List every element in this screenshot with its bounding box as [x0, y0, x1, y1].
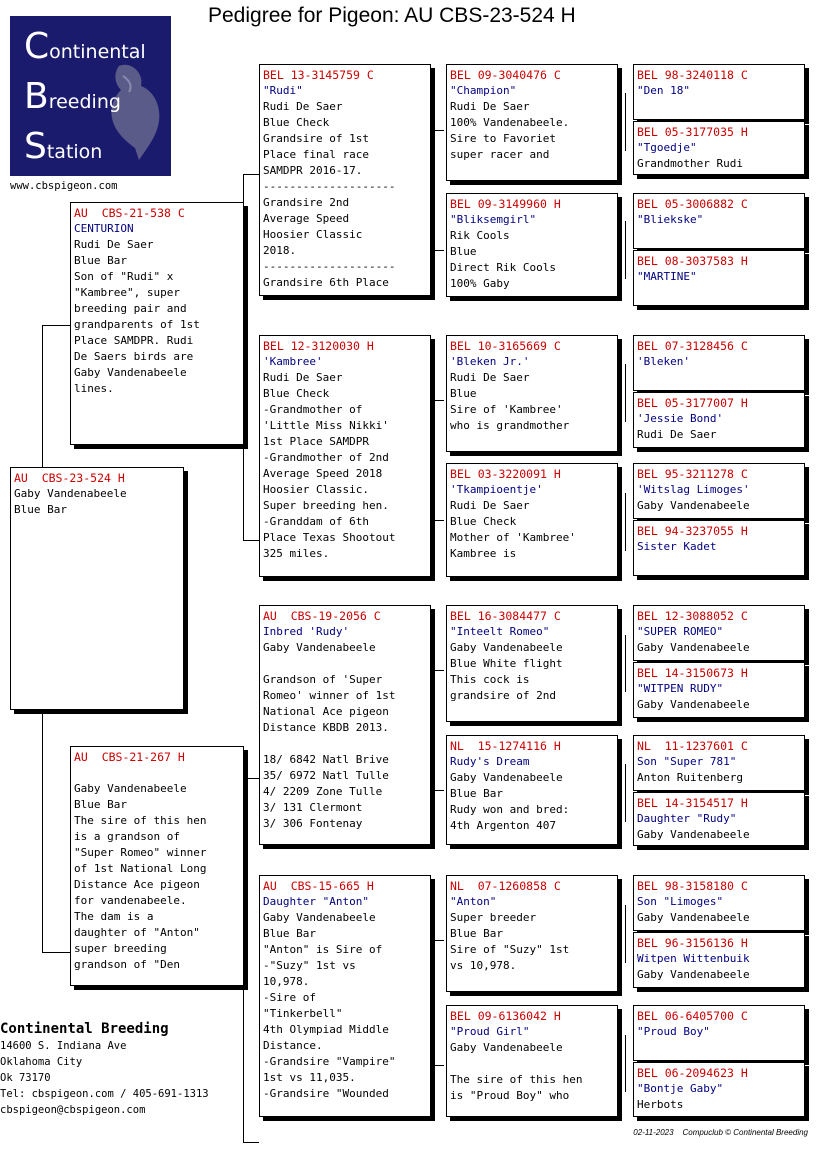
connector: [432, 670, 444, 671]
gg-grandparent-card[interactable]: BEL 96-3156136 H Witpen Wittenbuik Gaby Vandenabeele: [633, 932, 805, 988]
connector: [432, 940, 444, 941]
gg-grandparent-card[interactable]: BEL 05-3177007 H 'Jessie Bond' Rudi De Saer: [633, 392, 805, 448]
great-grandparent-card[interactable]: BEL 09-3149960 H "Bliksemgirl" Rik Cools Blue Direct Rik Cools 100% Gaby: [446, 193, 618, 297]
connector: [432, 1065, 444, 1066]
grandparent-card[interactable]: BEL 12-3120030 H 'Kambree' Rudi De Saer Blue Check -Grandmother of 'Little Miss Nikki' 1st Place SAMDPR -Grandmother of 2nd Average Speed 2018 Hoosier Classic. Super breeding hen. -Granddam of 6th Place Texas Shootout 325 miles.: [259, 335, 431, 577]
great-grandparent-card[interactable]: BEL 16-3084477 C "Inteelt Romeo" Gaby Vandenabeele Blue White flight This cock is grandsire of 2nd: [446, 605, 618, 722]
gg-grandparent-card[interactable]: BEL 08-3037583 H "MARTINE": [633, 250, 805, 306]
subject-card[interactable]: AU CBS-23-524 H Gaby Vandenabeele Blue Bar: [10, 467, 184, 710]
print-date: 02-11-2023: [633, 1128, 674, 1137]
gg-grandparent-card[interactable]: BEL 07-3128456 C 'Bleken': [633, 335, 805, 391]
address-line: 14600 S. Indiana Ave: [0, 1040, 127, 1052]
grandparent-card[interactable]: BEL 13-3145759 C "Rudi" Rudi De Saer Blue Check Grandsire of 1st Place final race SAMDPR 2016-17. -------------------- Grandsire 2nd Average Speed Hoosier Classic 2018. -------------------- Grandsire 6th Place: [259, 64, 431, 296]
connector: [432, 940, 433, 1065]
connector: [432, 790, 444, 791]
gg-grandparent-card[interactable]: NL 11-1237601 C Son "Super 781" Anton Ruitenberg: [633, 735, 805, 791]
connector: [432, 520, 444, 521]
connector: [243, 778, 259, 779]
great-grandparent-card[interactable]: BEL 03-3220091 H 'Tkampioentje' Rudi De Saer Blue Check Mother of 'Kambree' Kambree is: [446, 463, 618, 577]
logo-line-breeding: Breeding: [24, 76, 121, 117]
great-grandparent-card[interactable]: NL 15-1274116 H Rudy's Dream Gaby Vandenabeele Blue Bar Rudy won and bred: 4th Argenton 407: [446, 735, 618, 845]
address-line: Oklahoma City: [0, 1056, 83, 1068]
connector: [432, 130, 433, 250]
great-grandparent-card[interactable]: NL 07-1260858 C "Anton" Super breeder Blue Bar Sire of "Suzy" 1st vs 10,978.: [446, 875, 618, 992]
grandparent-card[interactable]: AU CBS-15-665 H Daughter "Anton" Gaby Vandenabeele Blue Bar "Anton" is Sire of -"Suzy" 1st vs 10,978. -Sire of "Tinkerbell" 4th Olympiad Middle Distance. -Grandsire "Vampire" 1st vs 11,035. -Grandsire "Wounded: [259, 875, 431, 1117]
gg-grandparent-card[interactable]: BEL 06-6405700 C "Proud Boy": [633, 1005, 805, 1061]
gg-grandparent-card[interactable]: BEL 05-3177035 H "Tgoedje" Grandmother Rudi: [633, 121, 805, 175]
connector: [625, 364, 626, 422]
gg-grandparent-card[interactable]: BEL 05-3006882 C "Bliekske": [633, 193, 805, 249]
connector: [42, 712, 43, 952]
breeder-name: Continental Breeding: [0, 1021, 169, 1037]
logo-line-station: Station: [24, 126, 103, 167]
connector: [42, 952, 70, 953]
gg-grandparent-card[interactable]: BEL 14-3154517 H Daughter "Rudy" Gaby Vandenabeele: [633, 792, 805, 846]
connector: [625, 764, 626, 822]
gg-grandparent-card[interactable]: BEL 98-3158180 C Son "Limoges" Gaby Vandenabeele: [633, 875, 805, 931]
grandparent-card[interactable]: AU CBS-19-2056 C Inbred 'Rudy' Gaby Vandenabeele Grandson of 'Super Romeo' winner of 1st National Ace pigeon Distance KBDB 2013. 18/ 6842 Natl Brive 35/ 6972 Natl Tulle 4/ 2209 Zone Tulle 3/ 131 Clermont 3/ 306 Fontenay: [259, 605, 431, 845]
connector: [432, 130, 444, 131]
gg-grandparent-card[interactable]: BEL 94-3237055 H Sister Kadet: [633, 520, 805, 576]
gg-grandparent-card[interactable]: BEL 06-2094623 H "Bontje Gaby" Herbots: [633, 1062, 805, 1117]
email-link[interactable]: cbspigeon@cbspigeon.com: [0, 1104, 146, 1116]
connector: [432, 400, 433, 520]
connector: [432, 250, 444, 251]
sire-card[interactable]: AU CBS-21-538 C CENTURION Rudi De Saer Blue Bar Son of "Rudi" x "Kambree", super breeding pair and grandparents of 1st Place SAMDPR. Rudi De Saers birds are Gaby Vandenabeele lines.: [70, 202, 244, 445]
phone[interactable]: Tel: cbspigeon.com / 405-691-1313: [0, 1088, 209, 1100]
address-line: Ok 73170: [0, 1072, 51, 1084]
connector: [625, 493, 626, 551]
logo-line-continental: Continental: [24, 26, 146, 67]
connector: [625, 905, 626, 963]
great-grandparent-card[interactable]: BEL 09-6136042 H "Proud Girl" Gaby Vandenabeele The sire of this hen is "Proud Boy" who: [446, 1005, 618, 1117]
gg-grandparent-card[interactable]: BEL 95-3211278 C 'Witslag Limoges' Gaby Vandenabeele: [633, 463, 805, 519]
connector: [432, 670, 433, 790]
connector: [243, 1142, 259, 1143]
pigeon-name: CENTURION: [74, 222, 134, 235]
connector: [625, 1035, 626, 1092]
credit: Compuclub © Continental Breeding: [682, 1128, 808, 1137]
gg-grandparent-card[interactable]: BEL 12-3088052 C "SUPER ROMEO" Gaby Vandenabeele: [633, 605, 805, 661]
great-grandparent-card[interactable]: BEL 09-3040476 C "Champion" Rudi De Saer 100% Vandenabeele. Sire to Favoriet super racer and: [446, 64, 618, 181]
contact-block: [0, 1020, 209, 1118]
connector: [243, 540, 259, 541]
ring-number: AU CBS-21-267 H: [74, 750, 185, 764]
website-link[interactable]: www.cbspigeon.com: [10, 180, 118, 192]
footer: [633, 1128, 808, 1137]
ring-number: AU CBS-21-538 C: [74, 206, 185, 220]
gg-grandparent-card[interactable]: BEL 14-3150673 H "WITPEN RUDY" Gaby Vandenabeele: [633, 662, 805, 718]
page-title: Pedigree for Pigeon: AU CBS-23-524 H: [208, 4, 576, 27]
connector: [625, 93, 626, 151]
pigeon-name: [74, 765, 240, 781]
cbs-logo: [10, 16, 171, 176]
connector: [42, 325, 70, 326]
connector: [243, 174, 259, 175]
connector: [432, 400, 444, 401]
dam-card[interactable]: AU CBS-21-267 H Gaby Vandenabeele Blue Bar The sire of this hen is a grandson of "Super Romeo" winner of 1st National Long Distance Ace pigeon for vandenabeele. The dam is a daughter of "Anton" super breeding grandson of "Den: [70, 746, 244, 986]
connector: [625, 635, 626, 692]
gg-grandparent-card[interactable]: BEL 98-3240118 C "Den 18": [633, 64, 805, 120]
connector: [42, 325, 43, 470]
connector: [625, 221, 626, 279]
ring-number: AU CBS-23-524 H: [14, 471, 125, 485]
great-grandparent-card[interactable]: BEL 10-3165669 C 'Bleken Jr.' Rudi De Saer Blue Sire of 'Kambree' who is grandmother: [446, 335, 618, 452]
